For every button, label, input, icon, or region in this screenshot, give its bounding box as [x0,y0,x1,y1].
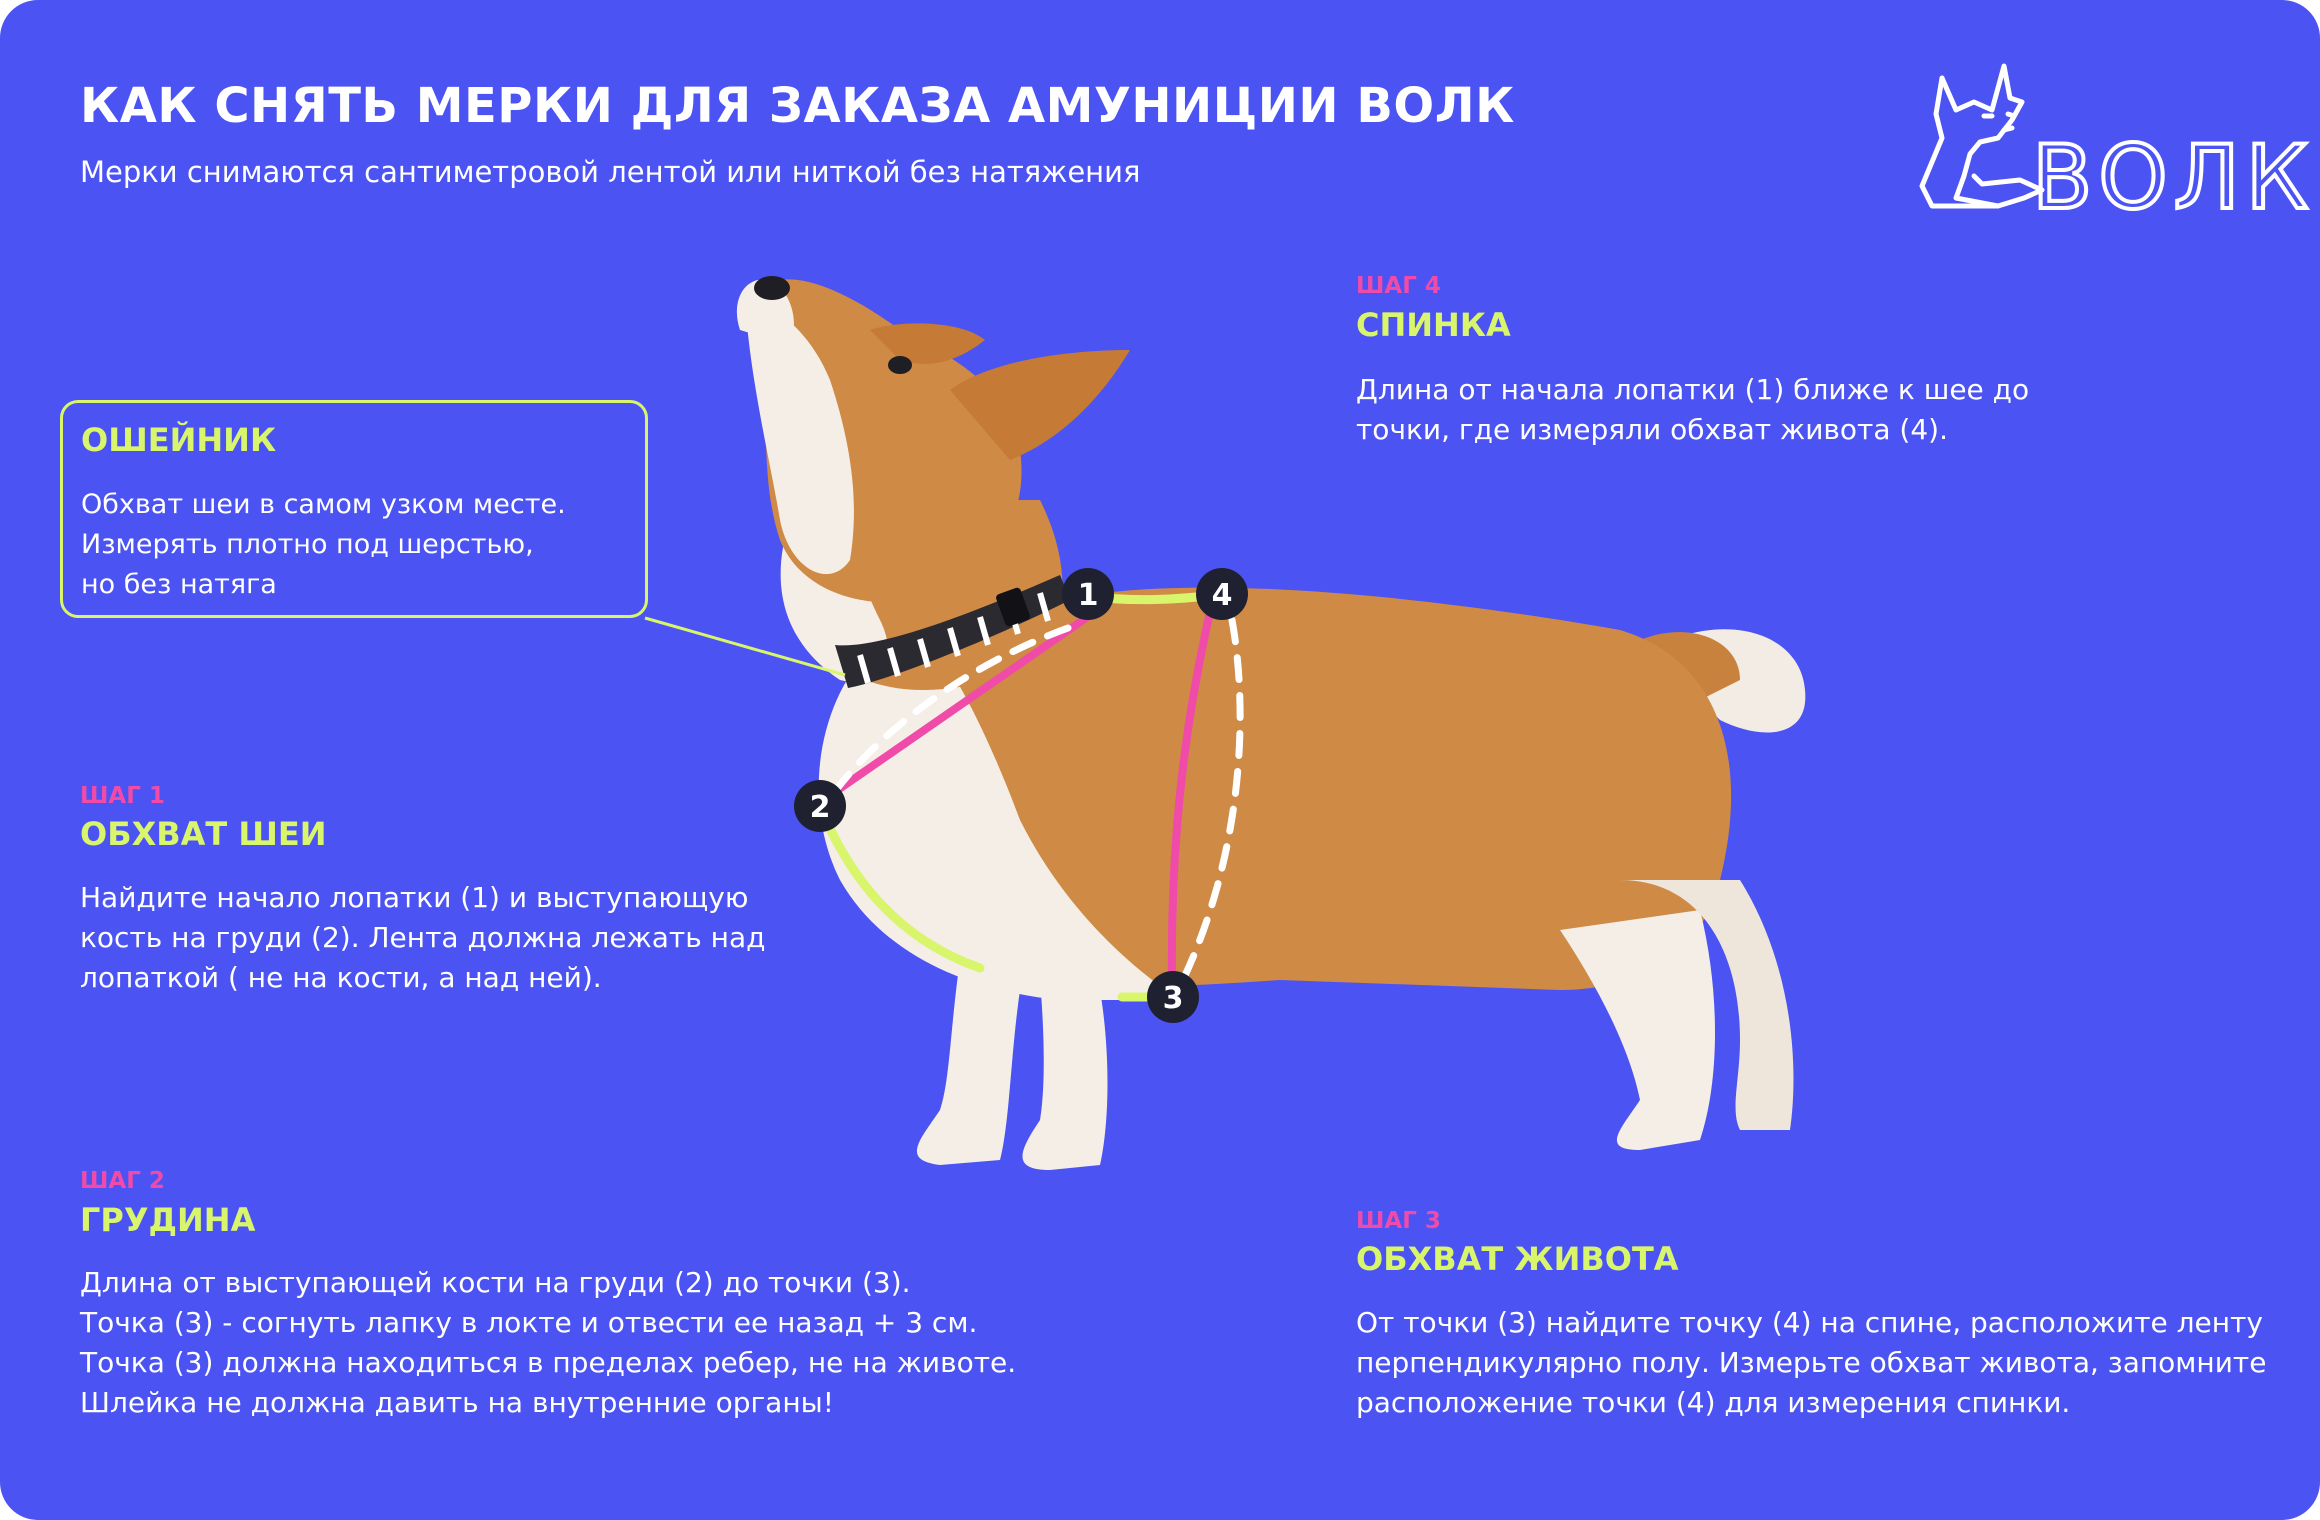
step-2-label: ШАГ 2 [80,1168,165,1194]
page-subtitle: Мерки снимаются сантиметровой лентой или ниткой без натяжения [80,155,1141,189]
point-marker-1 [1062,568,1114,620]
step-2-line: Точка (3) должна находиться в пределах ребер, не на животе. [80,1346,1017,1379]
step-1-line: Найдите начало лопатки (1) и выступающую [80,881,749,914]
point-marker-4 [1196,568,1248,620]
point-marker-2 [794,780,846,832]
step-3-heading: ОБХВАТ ЖИВОТА [1356,1240,1679,1278]
step-4-line: точки, где измеряли обхват живота (4). [1356,413,1948,446]
step-3-line: расположение точки (4) для измерения спинки. [1356,1386,2071,1419]
point-label-4: 4 [1211,578,1233,613]
point-label-3: 3 [1162,981,1184,1016]
step-2-heading: ГРУДИНА [80,1201,256,1239]
point-label-1: 1 [1077,578,1099,613]
step-1-label: ШАГ 1 [80,783,165,809]
step-4-line: Длина от начала лопатки (1) ближе к шее до [1356,373,2030,406]
step-4-label: ШАГ 4 [1356,273,1441,299]
collar-heading: ОШЕЙНИК [81,421,277,459]
step-2-line: Шлейка не должна давить на внутренние органы! [80,1386,834,1419]
step-4-heading: СПИНКА [1356,306,1511,344]
collar-line: Измерять плотно под шерстью, [81,529,534,560]
step-3-line: От точки (3) найдите точку (4) на спине, расположите ленту [1356,1306,2263,1339]
step-3-line: перпендикулярно полу. Измерьте обхват живота, запомните [1356,1346,2267,1379]
step-1-line: лопаткой ( не на кости, а над ней). [80,961,602,994]
step-1-line: кость на груди (2). Лента должна лежать над [80,921,766,954]
logo-text: ВОЛК [2032,126,2315,229]
collar-line: но без натяга [81,569,277,600]
point-label-2: 2 [809,790,831,825]
step-3-label: ШАГ 3 [1356,1208,1441,1234]
step-2-line: Точка (3) - согнуть лапку в локте и отвести ее назад + 3 см. [80,1306,978,1339]
collar-line: Обхват шеи в самом узком месте. [81,489,566,520]
step-1-heading: ОБХВАТ ШЕИ [80,815,327,853]
step-2-line: Длина от выступающей кости на груди (2) до точки (3). [80,1266,911,1299]
page-title: КАК СНЯТЬ МЕРКИ ДЛЯ ЗАКАЗА АМУНИЦИИ ВОЛК [80,78,1515,134]
point-marker-3 [1147,971,1199,1023]
